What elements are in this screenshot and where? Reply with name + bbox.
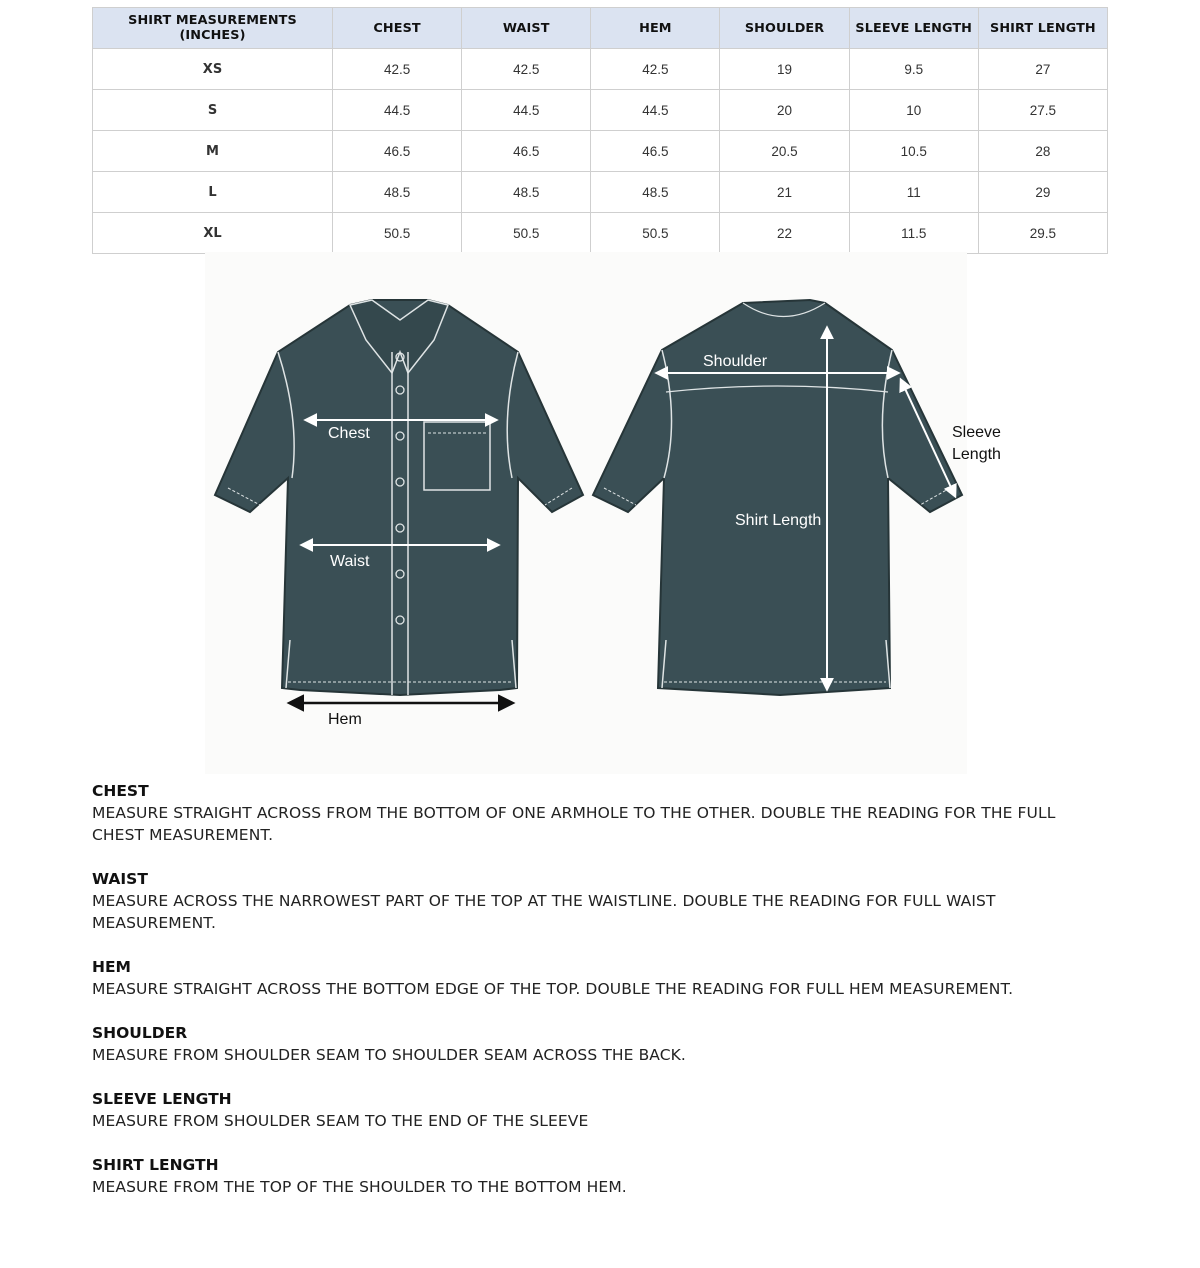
header-cell-shirt-length: SHIRT LENGTH [978,8,1107,49]
header-cell-waist: WAIST [462,8,591,49]
table-cell: 27 [978,49,1107,90]
guide-item-sleeve-length [92,1088,1102,1132]
table-cell: 44.5 [462,90,591,131]
table-cell: 21 [720,172,849,213]
table-cell: 10.5 [849,131,978,172]
guide-text: MEASURE STRAIGHT ACROSS THE BOTTOM EDGE OF THE TOP. DOUBLE THE READING FOR FULL HEM MEASUREMENT. [92,980,1014,998]
waist-label: Waist [330,553,370,570]
measurement-guide [92,780,1102,1220]
guide-text: MEASURE FROM SHOULDER SEAM TO SHOULDER SEAM ACROSS THE BACK. [92,1046,686,1064]
table-cell: 42.5 [462,49,591,90]
guide-item-shoulder [92,1022,1102,1066]
table-row [93,90,1108,131]
header-cell-measurements: SHIRT MEASUREMENTS (INCHES) [93,8,333,49]
table-cell: 20.5 [720,131,849,172]
table-row [93,213,1108,254]
guide-title: SLEEVE LENGTH [92,1090,232,1108]
table-cell: 50.5 [591,213,720,254]
table-cell: 50.5 [333,213,462,254]
guide-text: MEASURE STRAIGHT ACROSS FROM THE BOTTOM OF ONE ARMHOLE TO THE OTHER. DOUBLE THE READING FOR THE FULL CHEST MEASUREMENT. [92,804,1056,844]
size-cell: M [93,131,333,172]
chest-label: Chest [328,425,370,442]
table-cell: 46.5 [591,131,720,172]
table-cell: 46.5 [462,131,591,172]
header-cell-hem: HEM [591,8,720,49]
table-row [93,49,1108,90]
guide-title: SHIRT LENGTH [92,1156,219,1174]
header-cell-chest: CHEST [333,8,462,49]
table-cell: 42.5 [333,49,462,90]
table-row [93,172,1108,213]
table-cell: 10 [849,90,978,131]
size-chart-table [92,7,1108,254]
table-cell: 29.5 [978,213,1107,254]
shirt-measurement-diagram [205,252,1001,774]
table-cell: 11.5 [849,213,978,254]
size-cell: S [93,90,333,131]
guide-title: CHEST [92,782,149,800]
header-cell-sleeve-length: SLEEVE LENGTH [849,8,978,49]
table-cell: 44.5 [591,90,720,131]
header-cell-shoulder: SHOULDER [720,8,849,49]
table-cell: 50.5 [462,213,591,254]
guide-title: HEM [92,958,131,976]
guide-item-chest [92,780,1102,846]
shoulder-label: Shoulder [703,353,768,370]
guide-title: SHOULDER [92,1024,188,1042]
table-cell: 48.5 [333,172,462,213]
table-cell: 44.5 [333,90,462,131]
sleeve-label-line1: Sleeve [952,424,1001,441]
table-cell: 11 [849,172,978,213]
guide-title: WAIST [92,870,148,888]
guide-text: MEASURE FROM SHOULDER SEAM TO THE END OF THE SLEEVE [92,1112,589,1130]
table-cell: 20 [720,90,849,131]
table-header-row [93,8,1108,49]
table-cell: 29 [978,172,1107,213]
table-cell: 48.5 [462,172,591,213]
shirt-length-label: Shirt Length [735,512,822,529]
table-cell: 9.5 [849,49,978,90]
table-cell: 46.5 [333,131,462,172]
table-row [93,131,1108,172]
size-cell: L [93,172,333,213]
sleeve-label-line2: Length [952,446,1001,463]
guide-item-hem [92,956,1102,1000]
table-cell: 42.5 [591,49,720,90]
table-cell: 28 [978,131,1107,172]
table-cell: 27.5 [978,90,1107,131]
size-cell: XL [93,213,333,254]
guide-text: MEASURE FROM THE TOP OF THE SHOULDER TO THE BOTTOM HEM. [92,1178,627,1196]
guide-text: MEASURE ACROSS THE NARROWEST PART OF THE TOP AT THE WAISTLINE. DOUBLE THE READING FOR FULL WAIST MEASUREMENT. [92,892,996,932]
table-cell: 48.5 [591,172,720,213]
table-cell: 19 [720,49,849,90]
table-cell: 22 [720,213,849,254]
size-cell: XS [93,49,333,90]
hem-label: Hem [328,711,362,728]
guide-item-shirt-length [92,1154,1102,1198]
guide-item-waist [92,868,1102,934]
